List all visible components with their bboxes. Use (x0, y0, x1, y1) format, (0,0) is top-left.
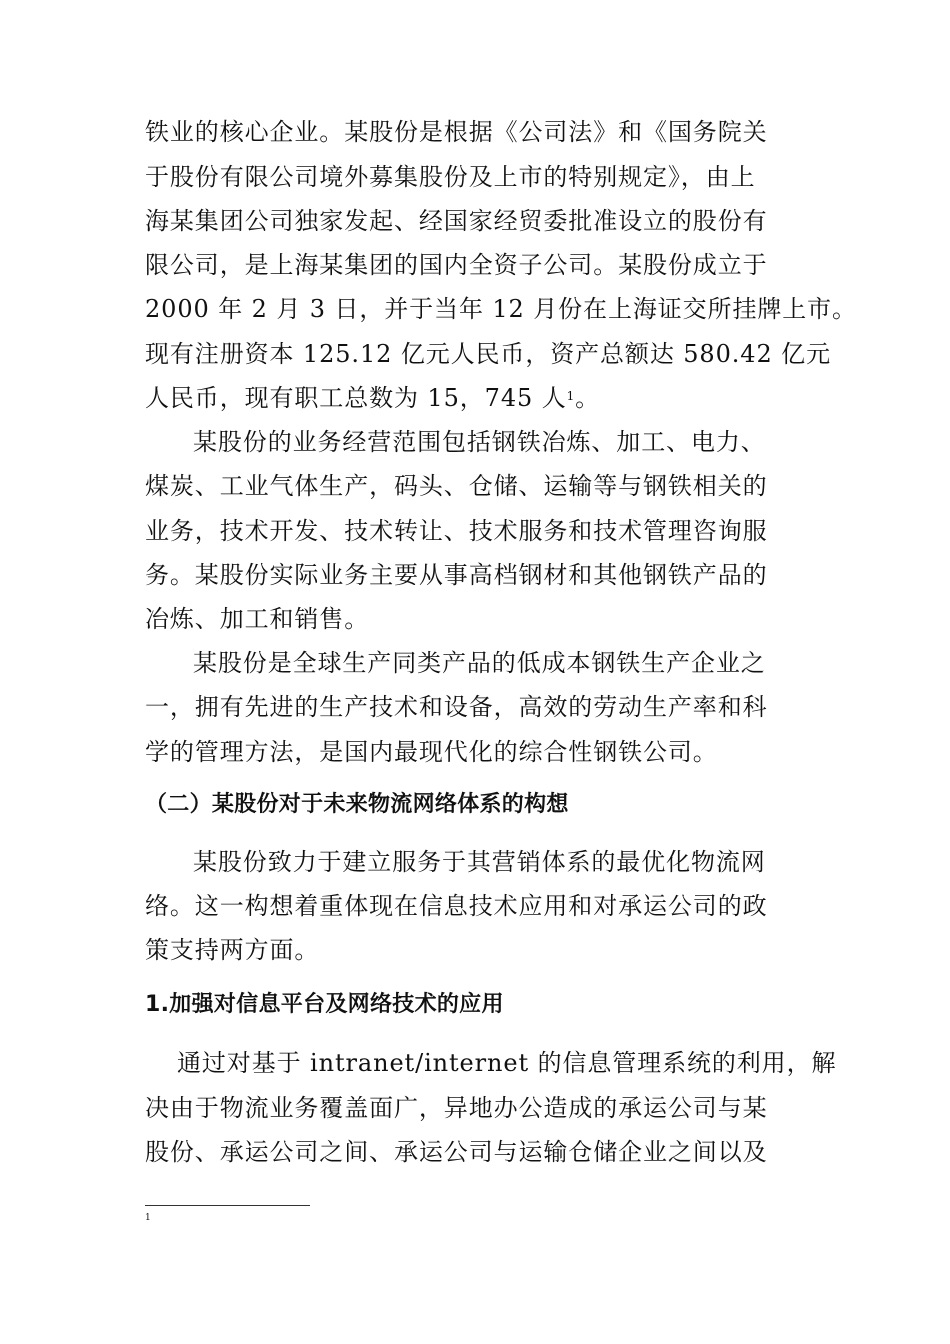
paragraph-line: 限公司，是上海某集团的国内全资子公司。某股份成立于 (145, 251, 768, 279)
paragraph-line: 决由于物流业务覆盖面广，异地办公造成的承运公司与某 (145, 1094, 768, 1122)
paragraph-text-tail: 。 (575, 384, 601, 412)
paragraph-line: 海某集团公司独家发起、经国家经贸委批准设立的股份有 (145, 207, 768, 235)
paragraph-line-with-footnote (145, 383, 815, 413)
paragraph-line: 络。这一构想着重体现在信息技术应用和对承运公司的政 (145, 892, 768, 920)
section-heading: （二）某股份对于未来物流网络体系的构想 (145, 792, 569, 817)
paragraph-line: 通过对基于 intranet/internet 的信息管理系统的利用，解 (177, 1049, 837, 1077)
paragraph-line: 学的管理方法，是国内最现代化的综合性钢铁公司。 (145, 738, 718, 766)
paragraph-line: 业务，技术开发、技术转让、技术服务和技术管理咨询服 (145, 517, 768, 545)
paragraph-line: 某股份致力于建立服务于其营销体系的最优化物流网 (193, 848, 766, 876)
footnote-number: 1 (145, 1213, 151, 1223)
paragraph-line: 务。某股份实际业务主要从事高档钢材和其他钢铁产品的 (145, 561, 768, 589)
paragraph-line: 煤炭、工业气体生产，码头、仓储、运输等与钢铁相关的 (145, 472, 768, 500)
footnote-separator (145, 1205, 310, 1206)
paragraph-line: 现有注册资本 125.12 亿元人民币，资产总额达 580.42 亿元 (145, 340, 831, 368)
paragraph-text: 人民币，现有职工总数为 15，745 人 (145, 384, 567, 412)
paragraph-line: 于股份有限公司境外募集股份及上市的特别规定》，由上 (145, 163, 756, 191)
paragraph-line: 某股份是全球生产同类产品的低成本钢铁生产企业之 (193, 649, 766, 677)
paragraph-line: 冶炼、加工和销售。 (145, 605, 370, 633)
paragraph-line: 一，拥有先进的生产技术和设备，高效的劳动生产率和科 (145, 693, 768, 721)
paragraph-line: 某股份的业务经营范围包括钢铁冶炼、加工、电力、 (193, 428, 766, 456)
paragraph-line: 2000 年 2 月 3 日，并于当年 12 月份在上海证交所挂牌上市。 (145, 295, 857, 323)
paragraph-line: 铁业的核心企业。某股份是根据《公司法》和《国务院关 (145, 118, 768, 146)
paragraph-line: 策支持两方面。 (145, 936, 320, 964)
footnote-reference[interactable]: 1 (566, 389, 576, 403)
paragraph-line: 股份、承运公司之间、承运公司与运输仓储企业之间以及 (145, 1138, 768, 1166)
subsection-heading: 1.加强对信息平台及网络技术的应用 (145, 992, 504, 1017)
